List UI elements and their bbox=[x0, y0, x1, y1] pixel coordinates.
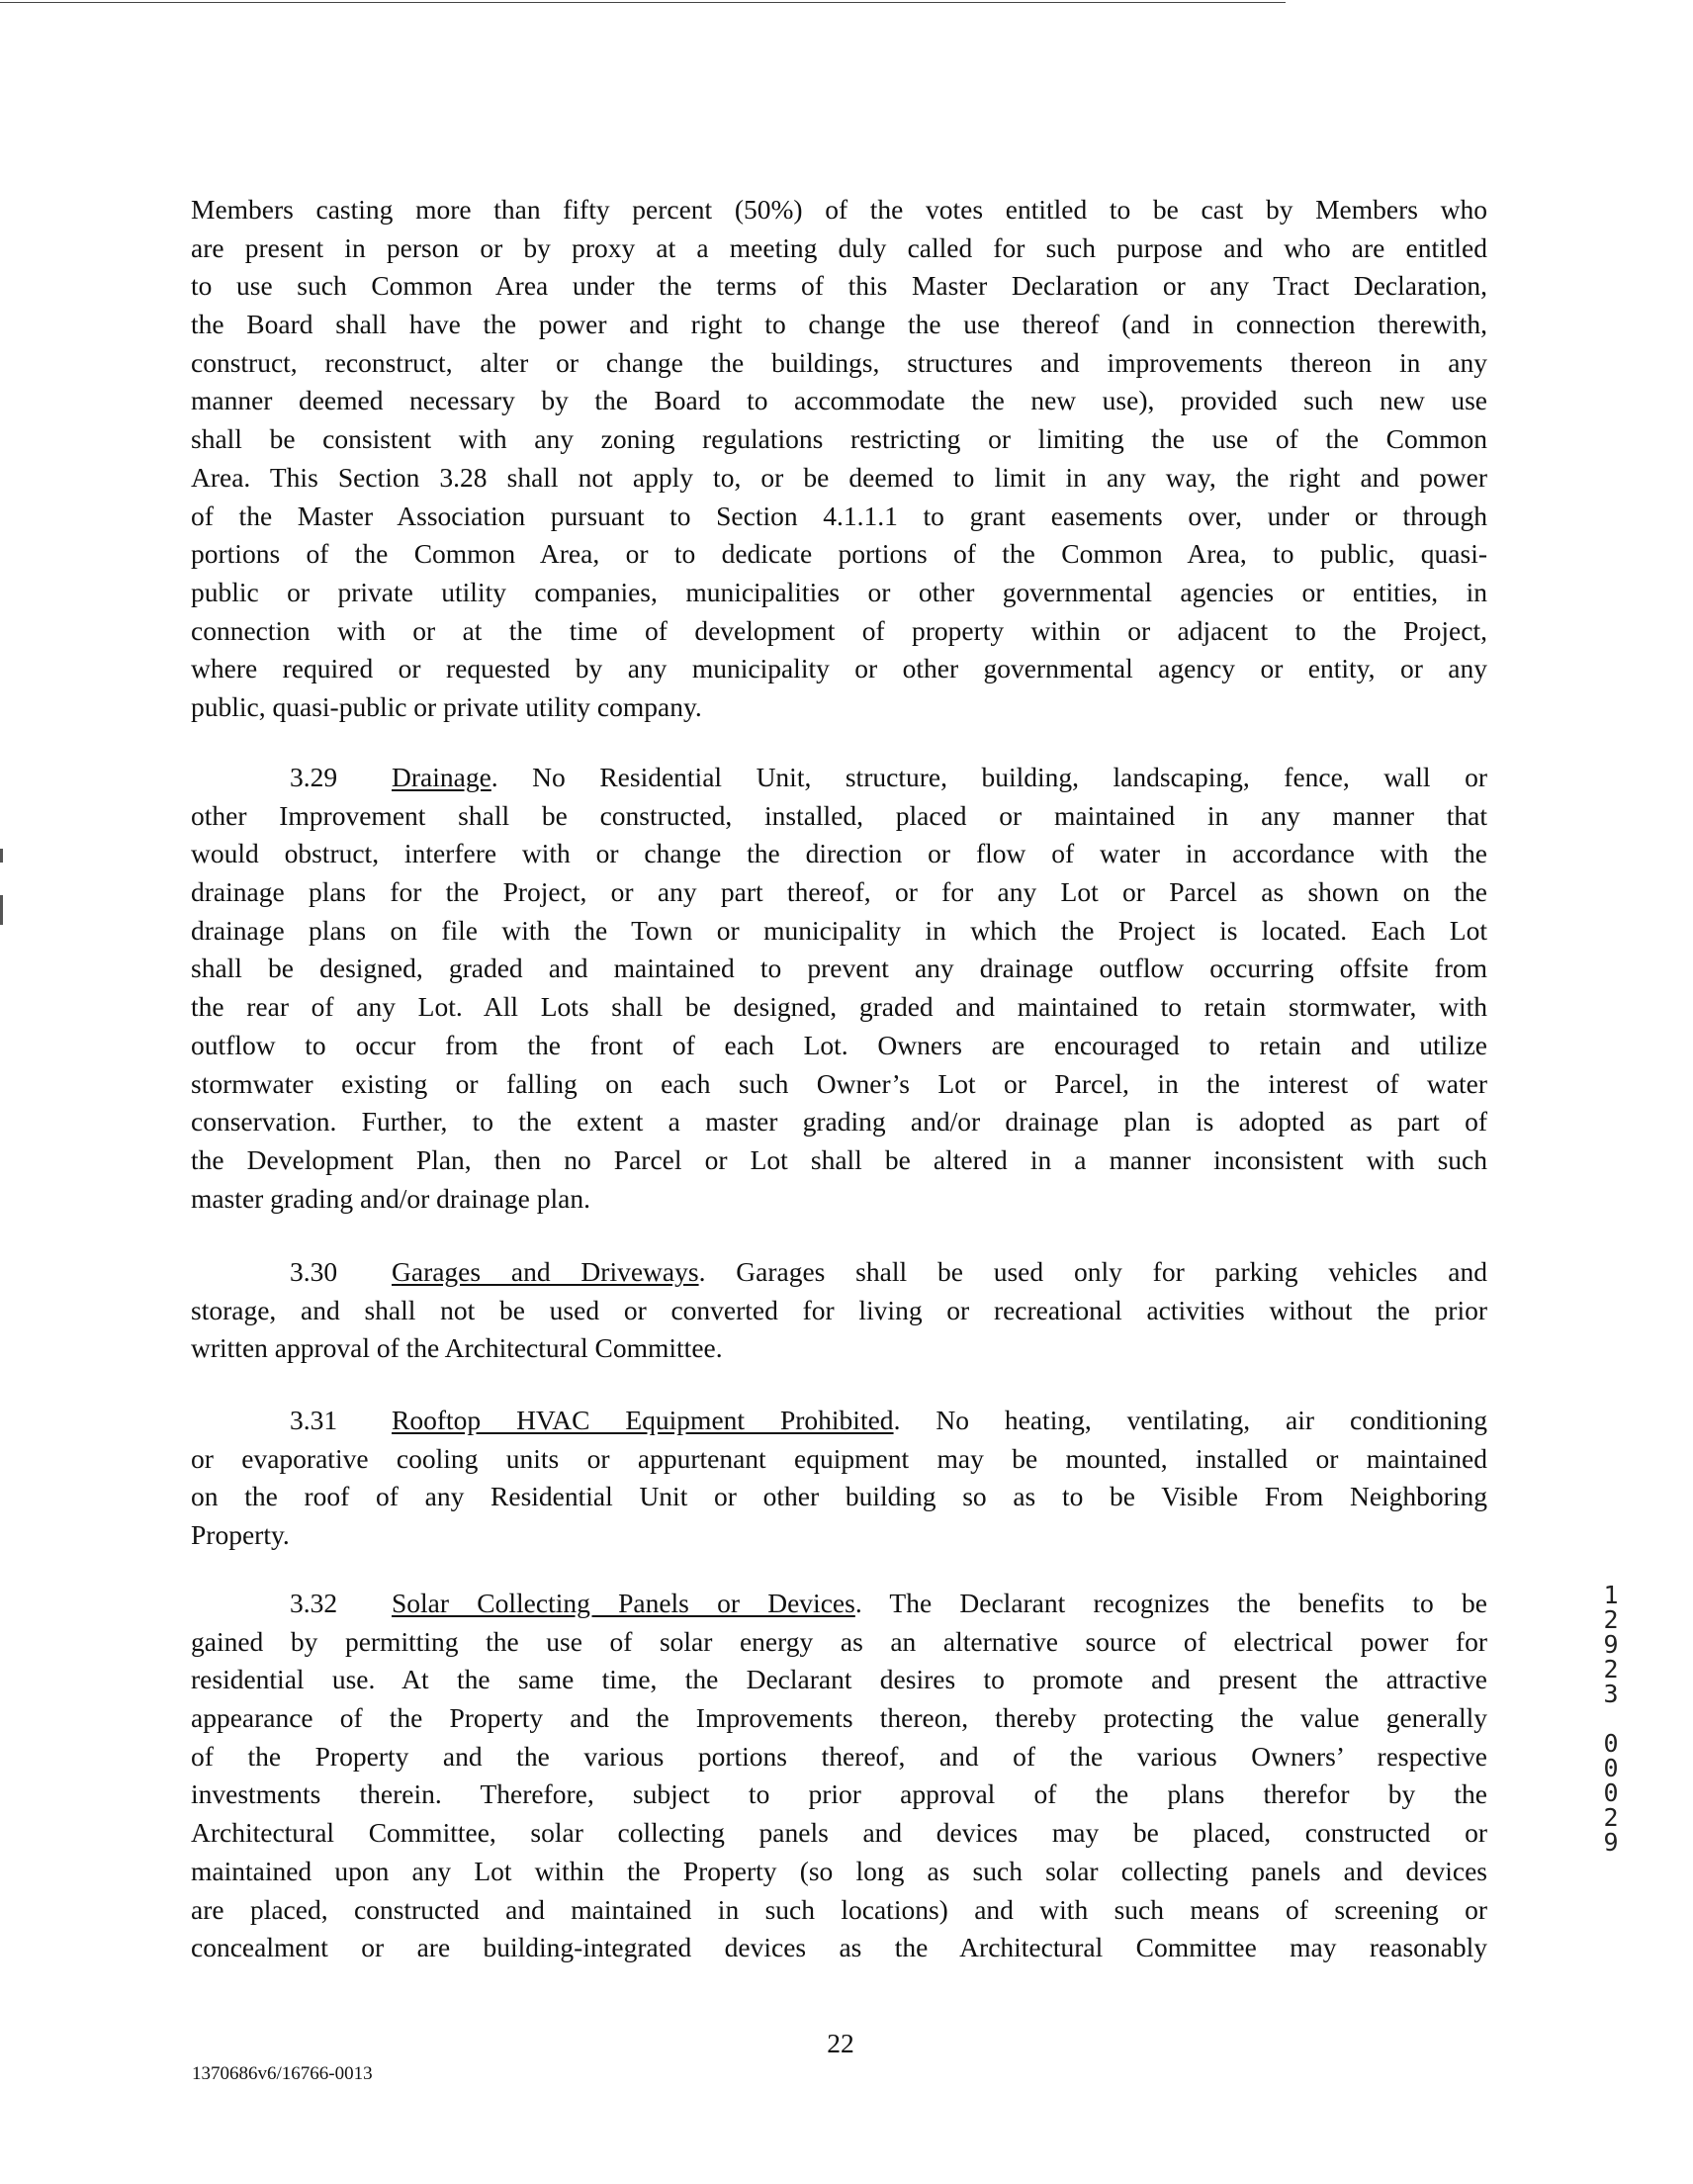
section-text: . No Residential Unit, structure, building, landscaping, fence, wall or bbox=[490, 762, 1487, 792]
paragraph-line: other Improvement shall be constructed, installed, placed or maintained in any manner that bbox=[191, 799, 1487, 831]
stamp-digit: 0 bbox=[1603, 1754, 1619, 1782]
paragraph-line: Property. bbox=[191, 1519, 290, 1551]
section-title: Garages and Driveways bbox=[392, 1256, 699, 1287]
stamp-digit: 9 bbox=[1603, 1828, 1619, 1857]
paragraph-line: Area. This Section 3.28 shall not apply to, or be deemed to limit in any way, the right and power bbox=[191, 461, 1487, 493]
paragraph-line: shall be consistent with any zoning regulations restricting or limiting the use of the Common bbox=[191, 423, 1487, 455]
paragraph-line: conservation. Further, to the extent a master grading and/or drainage plan is adopted as part of bbox=[191, 1106, 1487, 1138]
paragraph-line bbox=[191, 1402, 1487, 1440]
scan-edge-mark bbox=[0, 849, 3, 863]
paragraph-line: connection with or at the time of development of property within or adjacent to the Project, bbox=[191, 614, 1487, 646]
section-text: . No heating, ventilating, air conditioning bbox=[893, 1405, 1488, 1435]
paragraph-line: would obstruct, interfere with or change the direction or flow of water in accordance with the bbox=[191, 838, 1487, 869]
page-number: 22 bbox=[827, 2028, 854, 2058]
paragraph-line: gained by permitting the use of solar energy as an alternative source of electrical power for bbox=[191, 1625, 1487, 1657]
paragraph-line: construct, reconstruct, alter or change the buildings, structures and improvements thereon in any bbox=[191, 346, 1487, 378]
paragraph-line: Members casting more than fifty percent (50%) of the votes entitled to be cast by Members who bbox=[191, 194, 1487, 225]
section-number: 3.32 bbox=[290, 1588, 338, 1618]
paragraph-line: drainage plans for the Project, or any part thereof, or for any Lot or Parcel as shown on the bbox=[191, 876, 1487, 908]
stamp-digit: 9 bbox=[1603, 1630, 1619, 1659]
section-text: . Garages shall be used only for parking vehicles and bbox=[698, 1256, 1487, 1287]
section-3-32-solar bbox=[191, 1585, 1487, 1967]
paragraph-line: Architectural Committee, solar collecting panels and devices may be placed, constructed or bbox=[191, 1817, 1487, 1849]
paragraph-line: outflow to occur from the front of each Lot. Owners are encouraged to retain and utilize bbox=[191, 1029, 1487, 1060]
paragraph-line: stormwater existing or falling on each such Owner’s Lot or Parcel, in the interest of water bbox=[191, 1067, 1487, 1099]
paragraph-line: to use such Common Area under the terms of this Master Declaration or any Tract Declaration, bbox=[191, 270, 1487, 302]
stamp-digit: 3 bbox=[1603, 1680, 1619, 1708]
paragraph-line: the rear of any Lot. All Lots shall be designed, graded and maintained to retain stormwater, with bbox=[191, 991, 1487, 1023]
paragraph-line: master grading and/or drainage plan. bbox=[191, 1182, 590, 1214]
section-number: 3.30 bbox=[290, 1256, 338, 1287]
section-number: 3.31 bbox=[290, 1405, 338, 1435]
paragraph-line: where required or requested by any municipality or other governmental agency or entity, or any bbox=[191, 653, 1487, 684]
paragraph-3-28-continued bbox=[191, 191, 1487, 727]
paragraph-line: are present in person or by proxy at a meeting duly called for such purpose and who are entitled bbox=[191, 231, 1487, 263]
section-3-30-garages bbox=[191, 1253, 1487, 1368]
paragraph-line bbox=[191, 759, 1487, 797]
section-number: 3.29 bbox=[290, 762, 338, 792]
section-title: Drainage bbox=[392, 762, 491, 792]
top-border-line bbox=[0, 2, 1286, 3]
section-text: . The Declarant recognizes the benefits to be bbox=[854, 1588, 1487, 1618]
paragraph-line: on the roof of any Residential Unit or other building so as to be Visible From Neighboring bbox=[191, 1481, 1487, 1512]
paragraph-line: or evaporative cooling units or appurtenant equipment may be mounted, installed or maintained bbox=[191, 1442, 1487, 1474]
paragraph-line: are placed, constructed and maintained in such locations) and with such means of screening or bbox=[191, 1893, 1487, 1925]
section-title: Rooftop HVAC Equipment Prohibited bbox=[392, 1405, 894, 1435]
paragraph-line: investments therein. Therefore, subject to prior approval of the plans therefor by the bbox=[191, 1778, 1487, 1810]
section-title: Solar Collecting Panels or Devices bbox=[392, 1588, 855, 1618]
paragraph-line: written approval of the Architectural Committee. bbox=[191, 1332, 723, 1364]
paragraph-line: concealment or are building-integrated devices as the Architectural Committee may reasonably bbox=[191, 1932, 1487, 1963]
scan-edge-mark bbox=[0, 895, 3, 925]
stamp-digit: 0 bbox=[1603, 1729, 1619, 1758]
paragraph-line: the Development Plan, then no Parcel or Lot shall be altered in a manner inconsistent with such bbox=[191, 1143, 1487, 1175]
paragraph-line: drainage plans on file with the Town or municipality in which the Project is located. Each Lot bbox=[191, 914, 1487, 946]
stamp-digit: 0 bbox=[1603, 1778, 1619, 1807]
paragraph-line: maintained upon any Lot within the Property (so long as such solar collecting panels and devices bbox=[191, 1855, 1487, 1886]
paragraph-line: manner deemed necessary by the Board to accommodate the new use), provided such new use bbox=[191, 385, 1487, 416]
paragraph-line: of the Property and the various portions thereof, and of the various Owners’ respective bbox=[191, 1740, 1487, 1772]
recording-stamp bbox=[1598, 1583, 1624, 1855]
stamp-digit: 2 bbox=[1603, 1655, 1619, 1684]
stamp-digit: 2 bbox=[1603, 1605, 1619, 1634]
paragraph-line: storage, and shall not be used or converted for living or recreational activities without the prior bbox=[191, 1294, 1487, 1325]
paragraph-line: portions of the Common Area, or to dedicate portions of the Common Area, to public, quasi- bbox=[191, 538, 1487, 570]
stamp-digit: 2 bbox=[1603, 1803, 1619, 1832]
paragraph-line bbox=[191, 1585, 1487, 1623]
paragraph-line: of the Master Association pursuant to Section 4.1.1.1 to grant easements over, under or through bbox=[191, 500, 1487, 531]
paragraph-line: appearance of the Property and the Improvements thereon, thereby protecting the value generally bbox=[191, 1702, 1487, 1734]
paragraph-line: public, quasi-public or private utility company. bbox=[191, 690, 702, 722]
paragraph-line: shall be designed, graded and maintained to prevent any drainage outflow occurring offsite from bbox=[191, 953, 1487, 984]
paragraph-line: public or private utility companies, municipalities or other governmental agencies or entities, in bbox=[191, 576, 1487, 607]
paragraph-line: residential use. At the same time, the Declarant desires to promote and present the attractive bbox=[191, 1664, 1487, 1695]
paragraph-line: the Board shall have the power and right to change the use thereof (and in connection therewith, bbox=[191, 309, 1487, 340]
section-3-29-drainage bbox=[191, 759, 1487, 1218]
section-3-31-rooftop-hvac bbox=[191, 1402, 1487, 1555]
paragraph-line bbox=[191, 1253, 1487, 1292]
document-id-footer: 1370686v6/16766-0013 bbox=[192, 2063, 373, 2084]
stamp-digit: 1 bbox=[1603, 1581, 1619, 1609]
